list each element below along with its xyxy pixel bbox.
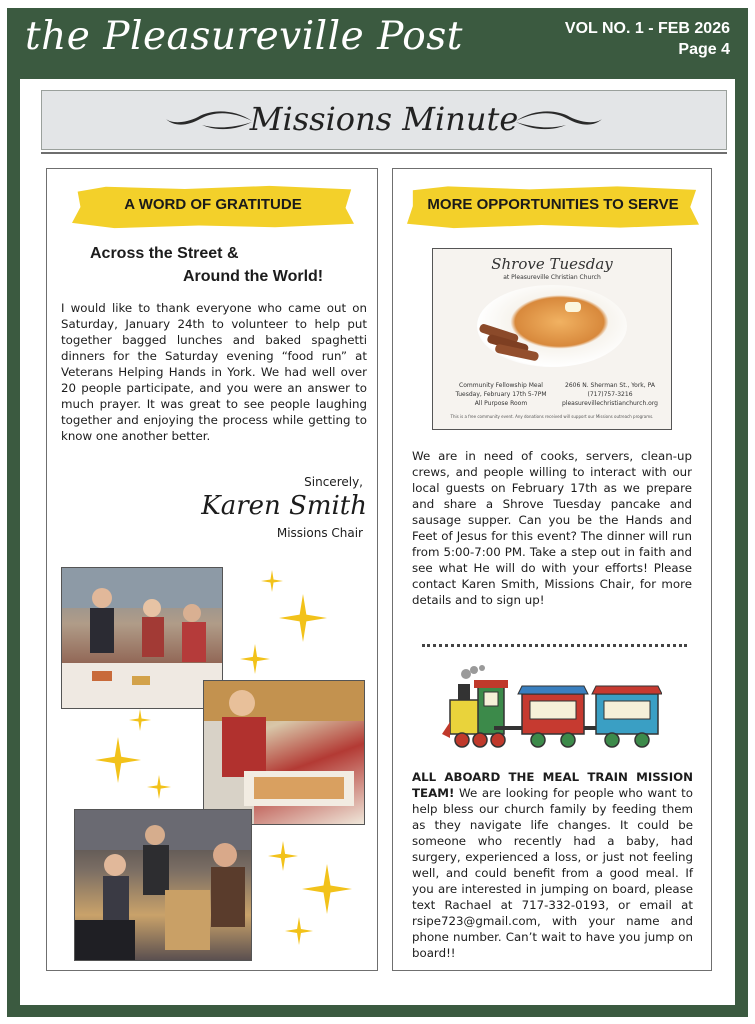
sparkle-star-icon [285, 917, 313, 945]
gratitude-body: I would like to thank everyone who came out on Saturday, January 24th to volunteer to help put together bagged lunches and baked spaghetti dinners for the Saturday evening “food run” at Veterans Helping Hands in York. We had well over 20 people participate, and you were an answer to much prayer. It was great to see people laughing together and enjoying the process while getting to know one another better. [61, 301, 367, 443]
flyer-title: Shrove Tuesday [491, 255, 613, 273]
volume-label: VOL NO. 1 - FEB 2026 [564, 20, 730, 37]
kitchen-photo-art [204, 681, 364, 824]
opportunities-body: We are in need of cooks, servers, clean-up crews, and people willing to interact with our local guests on February 17th as we prepare and share a Shrove Tuesday pancake and sausage supper. Can you be the Hands and Feet of Jesus for this event? The dinner will run from 5:00-7:00 PM. Take a step out in faith and see what He will do with your efforts! Please contact Karen Smith, Missions Chair, for more details and to sign up! [412, 449, 692, 607]
flyer-left-line1: Community Fellowship Meal [459, 382, 543, 389]
sparkle-star-icon [279, 594, 327, 642]
flyer-left-line3: All Purpose Room [474, 400, 528, 407]
meal-train-lead: ALL ABOARD THE MEAL TRAIN MISSION TEAM! [412, 770, 693, 800]
masthead: the Pleasureville Post [25, 14, 463, 59]
right-column [392, 168, 712, 971]
sparkle-star-icon [240, 644, 270, 674]
sausage-links-image [477, 321, 547, 361]
sparkle-star-icon [302, 864, 352, 914]
signature: Karen Smith [201, 491, 367, 521]
flyer-right-line3: pleasurevillechristianchurch.org [562, 400, 658, 407]
sparkle-star-icon [268, 841, 298, 871]
section-banner [41, 90, 727, 150]
sparkle-star-icon [129, 709, 151, 731]
swirl-flourish-icon [514, 109, 606, 133]
flyer-event-details [453, 381, 549, 408]
subheading-line2: Around the World! [183, 268, 324, 285]
sign-off: Sincerely, [304, 475, 363, 489]
butter-pat [565, 302, 581, 312]
kitchen-photo [203, 680, 365, 825]
volunteers-photo [61, 567, 223, 709]
dotted-divider [422, 644, 687, 647]
sparkle-star-icon [261, 570, 283, 592]
flyer-fine-print: This is a free community event. Any donations received will support our Missions outreach programs. [450, 414, 654, 419]
flyer-left-line2: Tuesday, February 17th 5-7PM [455, 391, 547, 398]
page-number: Page 4 [678, 41, 730, 58]
opportunities-heading: MORE OPPORTUNITIES TO SERVE [427, 196, 679, 213]
flyer-contact-details [555, 381, 665, 408]
meal-train-body [412, 769, 693, 961]
header [7, 8, 748, 80]
signature-title: Missions Chair [276, 526, 363, 540]
left-column [46, 168, 378, 971]
issue-info [565, 18, 730, 60]
volunteers-photo-art [62, 568, 222, 708]
content-area [20, 79, 735, 1005]
flyer-right-line2: (717)757-3216 [587, 391, 633, 398]
flyer-subtitle: at Pleasureville Christian Church [503, 274, 601, 281]
sparkle-star-icon [95, 737, 141, 783]
food-run-photo [74, 809, 252, 961]
sparkle-star-icon [147, 775, 171, 799]
meal-train-text: We are looking for people who want to help bless our church family by feeding them as they navigate life changes. It could be someone who recently had a baby, had surgery, experienced a loss, or just not feeling well, and could benefit from a good meal. If you are interested in jumping on board, please text Rachael at 717-332-0193, or email at rsipe723@gmail.com, with your name and phone number. Can’t wait to have you jump on board!! [412, 786, 693, 960]
food-run-photo-art [75, 810, 251, 960]
subheading-line1: Across the Street & [90, 245, 239, 262]
train-icon [440, 664, 662, 756]
page-frame [7, 8, 748, 1017]
banner-divider [41, 152, 727, 154]
section-title: Missions Minute [249, 100, 519, 138]
gratitude-heading: A WORD OF GRATITUDE [124, 196, 302, 213]
shrove-tuesday-flyer [432, 248, 672, 430]
flyer-right-line1: 2606 N. Sherman St., York, PA [565, 382, 655, 389]
